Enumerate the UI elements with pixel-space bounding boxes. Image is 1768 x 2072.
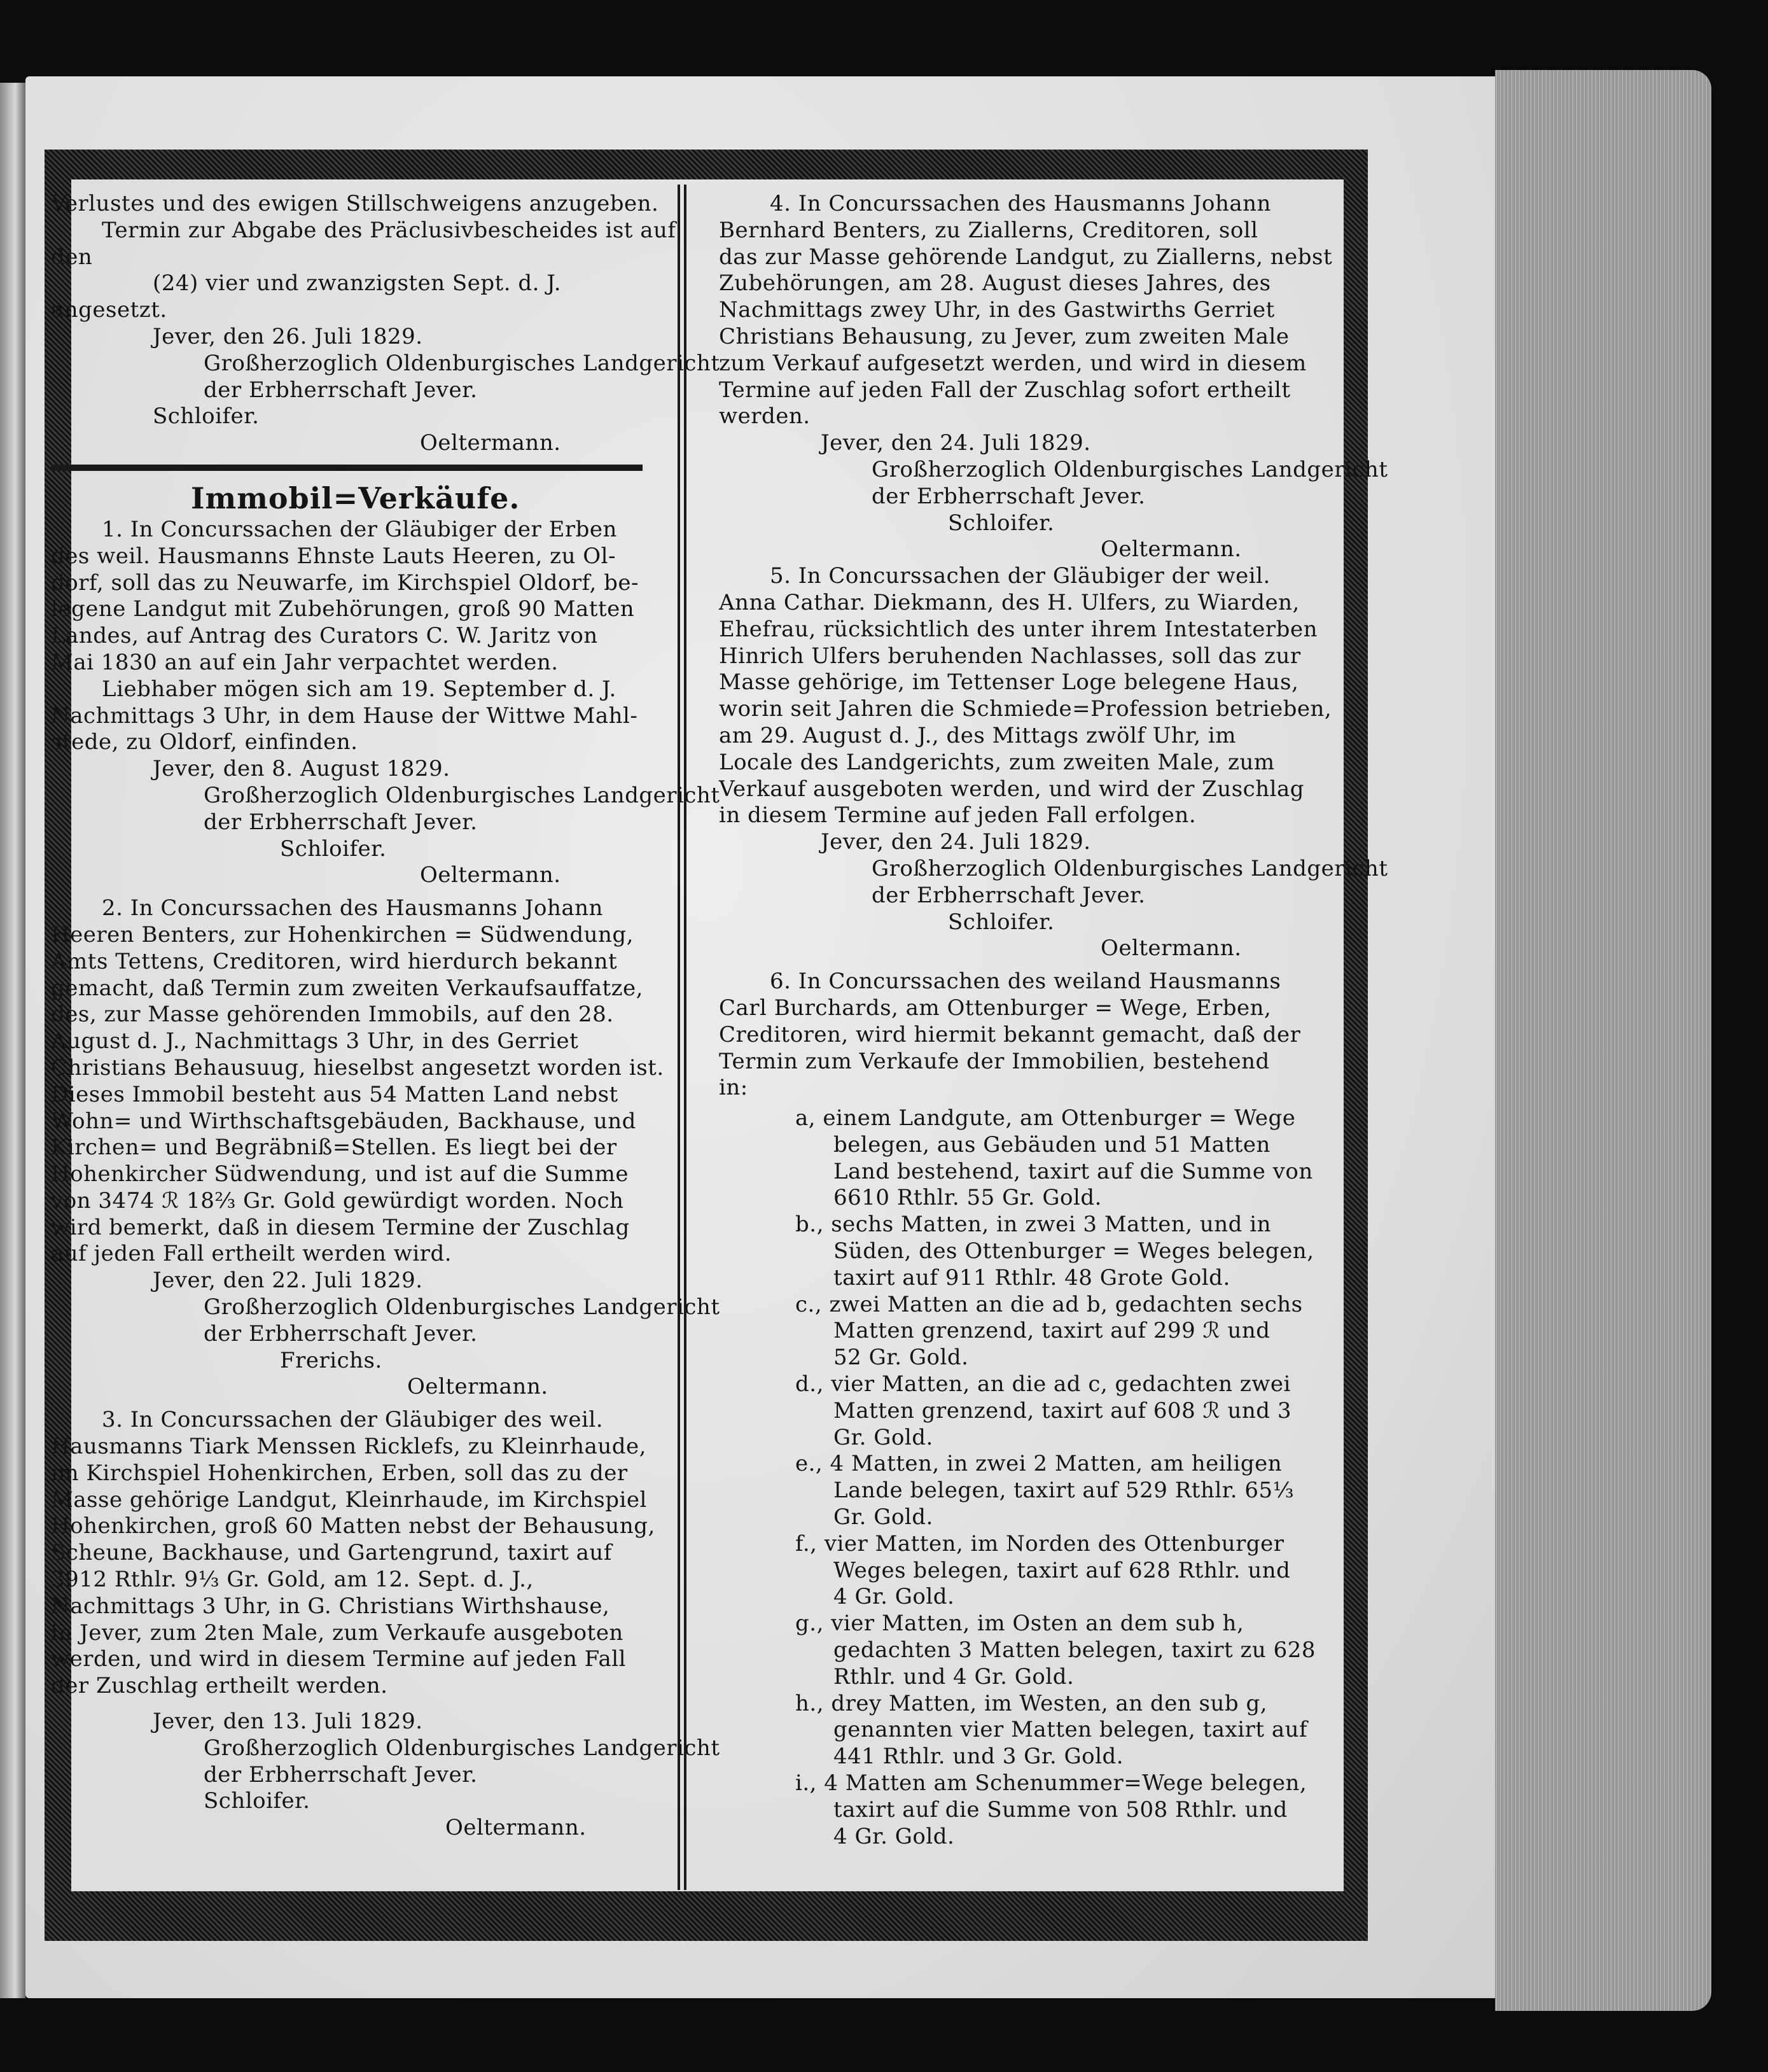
subitem-line: belegen, aus Gebäuden und 51 Matten	[833, 1131, 1270, 1158]
text-line: Mai 1830 an auf ein Jahr verpachtet werden.	[51, 649, 559, 675]
subitem-line: Rthlr. und 4 Gr. Gold.	[833, 1663, 1075, 1690]
text-line: Hausmanns Tiark Menssen Ricklefs, zu Kleinrhaude,	[51, 1434, 646, 1460]
subitem-line: f., vier Matten, im Norden des Ottenburger	[795, 1530, 1284, 1557]
notice-3	[51, 1407, 720, 1842]
text-line: Bernhard Benters, zu Ziallerns, Creditoren, soll	[719, 217, 1258, 243]
text-line: Scheune, Backhause, und Gartengrund, taxirt auf	[51, 1540, 612, 1566]
text-line: legene Landgut mit Zubehörungen, groß 90 Matten	[51, 596, 635, 622]
subitem-line: Lande belegen, taxirt auf 529 Rthlr. 65⅓	[833, 1478, 1295, 1504]
text-line: gemacht, daß Termin zum zweiten Verkaufsauffatze,	[51, 975, 643, 1001]
clerk-signature: Oeltermann.	[1101, 935, 1242, 962]
book-page-edges	[1495, 70, 1711, 2011]
text-line: Locale des Landgerichts, zum zweiten Male, zum	[719, 749, 1275, 775]
date-line: Jever, den 8. August 1829.	[153, 756, 450, 782]
text-line: Dieses Immobil besteht aus 54 Matten Land nebst	[51, 1081, 618, 1107]
text-line: des weil. Hausmanns Ehnste Lauts Heeren, zu Ol-	[51, 543, 616, 569]
notice-4	[719, 191, 1388, 563]
judge-signature: Schloifer.	[948, 510, 1055, 536]
text-line: am 29. August d. J., des Mittags zwölf Uhr, im	[719, 722, 1237, 748]
text-line: Hohenkirchen, groß 60 Matten nebst der Behausung,	[51, 1513, 655, 1539]
subitem-line: 441 Rthlr. und 3 Gr. Gold.	[833, 1744, 1124, 1770]
court-line: Großherzoglich Oldenburgisches Landgericht	[204, 782, 720, 808]
text-line: Verkauf ausgeboten werden, und wird der Zuschlag	[719, 776, 1305, 802]
court-line: der Erbherrschaft Jever.	[204, 377, 478, 403]
subitem-line: 52 Gr. Gold.	[833, 1345, 969, 1371]
text-line: Carl Burchards, am Ottenburger = Wege, Erben,	[719, 995, 1272, 1021]
text-line: 2. In Concurssachen des Hausmanns Johann	[102, 895, 603, 921]
text-line: Landes, auf Antrag des Curators C. W. Jaritz von	[51, 623, 598, 649]
date-line: Jever, den 13. Juli 1829.	[153, 1709, 423, 1735]
subitem-line: taxirt auf 911 Rthlr. 48 Grote Gold.	[833, 1264, 1230, 1291]
subitem-line: taxirt auf die Summe von 508 Rthlr. und	[833, 1796, 1288, 1823]
text-line: Wohn= und Wirthschaftsgebäuden, Backhause, und	[51, 1108, 636, 1134]
text-line: Zubehörungen, am 28. August dieses Jahres, des	[719, 270, 1271, 297]
text-line: Liebhaber mögen sich am 19. September d. J.	[102, 676, 616, 702]
section-rule	[51, 465, 643, 471]
notice-6	[719, 969, 1349, 1850]
court-line: Großherzoglich Oldenburgisches Landgericht	[204, 1294, 720, 1320]
text-line: Ehefrau, rücksichtlich des unter ihrem Intestaterben	[719, 616, 1318, 642]
text-line: in diesem Termine auf jeden Fall erfolgen.	[719, 802, 1197, 829]
subitem-e	[719, 1451, 1349, 1530]
court-line: der Erbherrschaft Jever.	[204, 1761, 478, 1788]
clerk-signature: Oeltermann.	[445, 1815, 587, 1841]
text-line: Termine auf jeden Fall der Zuschlag sofort ertheilt	[719, 377, 1291, 403]
court-line: Großherzoglich Oldenburgisches Landgericht	[204, 1735, 720, 1761]
text-line: Amts Tettens, Creditoren, wird hierdurch bekannt	[51, 948, 618, 974]
text-line: werden.	[719, 403, 811, 430]
judge-signature: Schloifer.	[948, 909, 1055, 935]
date-line: Jever, den 22. Juli 1829.	[153, 1268, 423, 1294]
subitem-line: 4 Gr. Gold.	[833, 1584, 955, 1610]
subitem-f	[719, 1531, 1349, 1611]
court-line: der Erbherrschaft Jever.	[872, 882, 1146, 908]
subitem-line: gedachten 3 Matten belegen, taxirt zu 628	[833, 1637, 1316, 1663]
court-line: Großherzoglich Oldenburgisches Landgericht	[872, 855, 1388, 881]
subitem-g	[719, 1611, 1349, 1690]
text-line: Creditoren, wird hiermit bekannt gemacht, daß der	[719, 1021, 1301, 1047]
subitem-c	[719, 1292, 1349, 1371]
subitem-line: i., 4 Matten am Schenummer=Wege belegen,	[795, 1770, 1307, 1796]
judge-signature: Frerichs.	[280, 1347, 382, 1373]
text-line: Heeren Benters, zur Hohenkirchen = Südwendung,	[51, 921, 634, 948]
judge-signature: Schloifer.	[153, 403, 260, 430]
subitem-line: 4 Gr. Gold.	[833, 1823, 955, 1849]
intro-block	[51, 191, 720, 457]
text-line: August d. J., Nachmittags 3 Uhr, in des Gerriet	[51, 1028, 579, 1054]
subitem-line: d., vier Matten, an die ad c, gedachten zwei	[795, 1371, 1291, 1397]
text-line: wird bemerkt, daß in diesem Termine der Zuschlag	[51, 1214, 630, 1240]
text-line: 3912 Rthlr. 9⅓ Gr. Gold, am 12. Sept. d. J.,	[51, 1567, 534, 1593]
date-line: Jever, den 24. Juli 1829.	[821, 430, 1091, 456]
text-line: worin seit Jahren die Schmiede=Profession betrieben,	[719, 696, 1332, 722]
text-line: Anna Cathar. Diekmann, des H. Ulfers, zu Wiarden,	[719, 589, 1300, 615]
subitem-line: Gr. Gold.	[833, 1504, 933, 1530]
text-line: von 3474 ℛ 18⅔ Gr. Gold gewürdigt worden. Noch	[51, 1187, 624, 1214]
text-line: angesetzt.	[51, 297, 167, 323]
text-line: Termin zum Verkaufe der Immobilien, bestehend	[719, 1048, 1270, 1074]
text-line: Verlustes und des ewigen Stillschweigens anzugeben.	[51, 191, 659, 216]
text-line: den	[51, 244, 93, 270]
date-line: Jever, den 26. Juli 1829.	[153, 323, 423, 349]
text-line: 5. In Concurssachen der Gläubiger der weil.	[770, 563, 1270, 589]
column-separator	[678, 185, 686, 1890]
subitem-i	[719, 1770, 1349, 1850]
court-line: Großherzoglich Oldenburgisches Landgericht	[204, 350, 720, 376]
subitem-h	[719, 1691, 1349, 1770]
subitem-b	[719, 1212, 1349, 1291]
notice-5	[719, 563, 1388, 962]
text-line: 6. In Concurssachen des weiland Hausmanns	[770, 969, 1281, 995]
text-line: stede, zu Oldorf, einfinden.	[51, 729, 358, 755]
clerk-signature: Oeltermann.	[420, 430, 561, 456]
text-line: Termin zur Abgabe des Präclusivbescheides ist auf	[102, 217, 676, 243]
text-line: der Zuschlag ertheilt werden.	[51, 1673, 388, 1699]
text-line: (24) vier und zwanzigsten Sept. d. J.	[153, 270, 562, 297]
clerk-signature: Oeltermann.	[420, 862, 561, 888]
text-line: in Jever, zum 2ten Male, zum Verkaufe ausgeboten	[51, 1620, 623, 1646]
section-heading: Immobil=Verkäufe.	[191, 480, 520, 515]
court-line: der Erbherrschaft Jever.	[204, 1320, 478, 1347]
text-line: Nachmittags 3 Uhr, in dem Hause der Wittwe Mahl-	[51, 703, 638, 729]
subitem-line: 6610 Rthlr. 55 Gr. Gold.	[833, 1185, 1102, 1211]
text-line: das zur Masse gehörende Landgut, zu Ziallerns, nebst	[719, 244, 1333, 270]
subitem-line: Matten grenzend, taxirt auf 299 ℛ und	[833, 1318, 1270, 1344]
court-line: der Erbherrschaft Jever.	[872, 483, 1146, 509]
text-line: Christians Behausung, zu Jever, zum zweiten Male	[719, 323, 1290, 349]
subitem-line: Gr. Gold.	[833, 1424, 933, 1450]
text-line: Hinrich Ulfers beruhenden Nachlasses, soll das zur	[719, 643, 1301, 669]
clerk-signature: Oeltermann.	[407, 1374, 548, 1400]
left-column	[51, 191, 720, 1842]
subitem-line: Matten grenzend, taxirt auf 608 ℛ und 3	[833, 1397, 1291, 1424]
date-line: Jever, den 24. Juli 1829.	[821, 829, 1091, 855]
text-line: werden, und wird in diesem Termine auf jeden Fall	[51, 1646, 626, 1672]
left-page-edge	[0, 83, 25, 1998]
subitem-line: g., vier Matten, im Osten an dem sub h,	[795, 1611, 1244, 1637]
judge-signature: Schloifer.	[280, 836, 387, 862]
text-line: Kirchen= und Begräbniß=Stellen. Es liegt bei der	[51, 1135, 617, 1161]
text-line: des, zur Masse gehörenden Immobils, auf den 28.	[51, 1002, 614, 1028]
court-line: der Erbherrschaft Jever.	[204, 809, 478, 835]
text-line: 3. In Concurssachen der Gläubiger des weil.	[102, 1407, 604, 1433]
text-line: Christians Behausuug, hieselbst angesetzt worden ist.	[51, 1054, 664, 1081]
subitem-line: h., drey Matten, im Westen, an den sub g,	[795, 1690, 1268, 1716]
text-line: 4. In Concurssachen des Hausmanns Johann	[770, 191, 1271, 216]
text-line: Nachmittags zwey Uhr, in des Gastwirths Gerriet	[719, 297, 1275, 323]
subitem-line: b., sechs Matten, in zwei 3 Matten, und in	[795, 1212, 1272, 1238]
judge-signature: Schloifer.	[204, 1788, 310, 1814]
subitem-d	[719, 1371, 1349, 1451]
text-line: Hohenkircher Südwendung, und ist auf die Summe	[51, 1161, 629, 1187]
text-line: Nachmittags 3 Uhr, in G. Christians Wirthshause,	[51, 1593, 610, 1619]
court-line: Großherzoglich Oldenburgisches Landgericht	[872, 456, 1388, 482]
subitem-line: Weges belegen, taxirt auf 628 Rthlr. und	[833, 1557, 1291, 1583]
text-line: zum Verkauf aufgesetzt werden, und wird in diesem	[719, 350, 1307, 376]
text-line: in:	[719, 1075, 748, 1101]
text-line: im Kirchspiel Hohenkirchen, Erben, soll das zu der	[51, 1460, 628, 1486]
subitem-line: Süden, des Ottenburger = Weges belegen,	[833, 1238, 1314, 1264]
subitem-line: genannten vier Matten belegen, taxirt auf	[833, 1717, 1308, 1743]
subitem-line: Land bestehend, taxirt auf die Summe von	[833, 1158, 1313, 1184]
right-column	[719, 191, 1388, 1850]
subitem-a	[719, 1105, 1349, 1212]
subitem-line: c., zwei Matten an die ad b, gedachten sechs	[795, 1291, 1303, 1317]
text-line: 1. In Concurssachen der Gläubiger der Erben	[102, 516, 617, 542]
text-line: dorf, soll das zu Neuwarfe, im Kirchspiel Oldorf, be-	[51, 570, 639, 596]
text-line: Masse gehörige, im Tettenser Loge belegene Haus,	[719, 669, 1299, 696]
subitem-line: e., 4 Matten, in zwei 2 Matten, am heiligen	[795, 1451, 1283, 1477]
text-line: auf jeden Fall ertheilt werden wird.	[51, 1241, 452, 1267]
notice-2	[51, 895, 720, 1401]
notice-1	[51, 516, 720, 889]
clerk-signature: Oeltermann.	[1101, 536, 1242, 563]
subitem-line: a, einem Landgute, am Ottenburger = Wege	[795, 1105, 1296, 1131]
text-line: Masse gehörige Landgut, Kleinrhaude, im Kirchspiel	[51, 1487, 647, 1513]
